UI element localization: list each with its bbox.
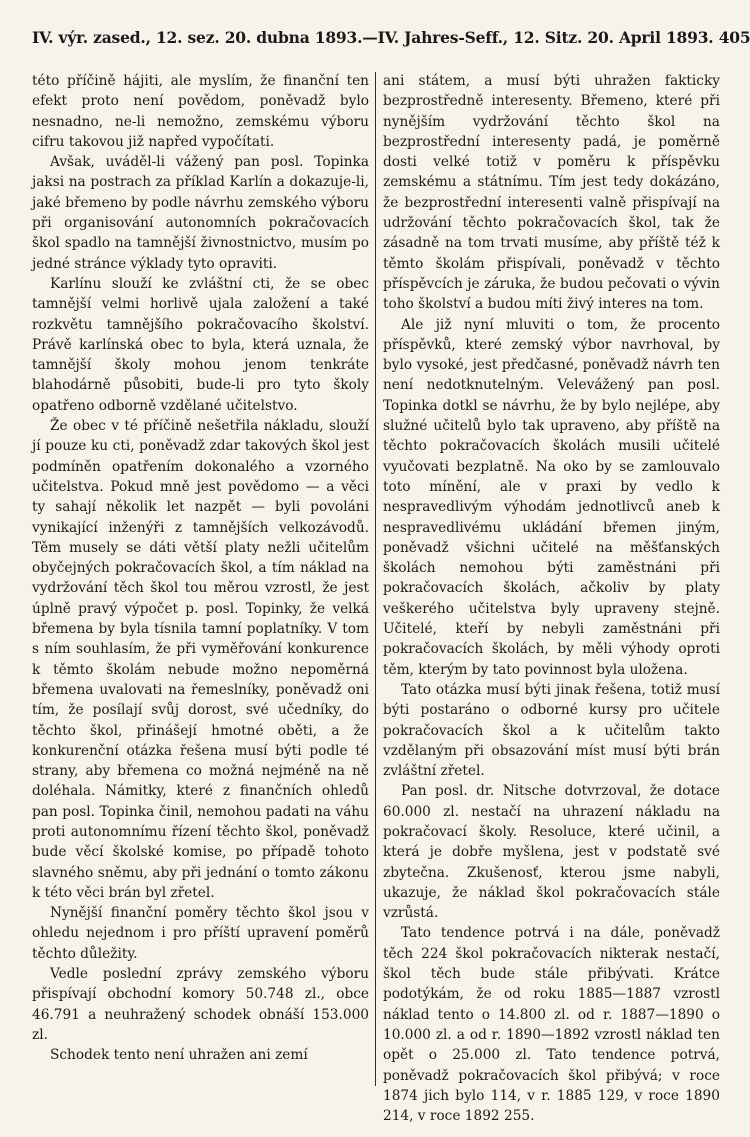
header-dash: — xyxy=(362,28,378,47)
right-column xyxy=(376,71,720,1125)
paragraph: Nynější finanční poměry těchto škol jsou v ohledu nejednom i pro příští upravení poměrů těchto důležity. xyxy=(32,905,369,962)
paragraph: Že obec v té příčině nešetřila nákladu, slouží jí pouze ku cti, poněvadž zdar takových škol jest podmíněn opatřením dokonalého a vzorného učitelstva. Pokud mně jest povědomo — a věci ty sahají několik let nazpět — byli povoláni vynikající inženýři z tamnějších velkozávodů. Těm musely se dáti větší platy nežli učitelům obyčejných pokračovacích škol, a tím náklad na vydržování těch škol tou měrou vzrostl, že jest úplně pravý výpočet p. posl. Topinky, že velká břemena by byla tísnila tamní poplatníky. V tom s ním souhlasím, že při vyměřování konkurence k těmto školám nebude možno nepoměrná břemena uvalovati na řemeslníky, poněvadž oni tím, že posílají svůj dorost, své učedníky, do těchto škol, přinášejí hmotné oběti, a že konkurenční otázka řešena musí býti podle té strany, aby břemena co možná nejméně na ně doléhala. Námitky, které z finančních ohledů pan posl. Topinka činil, nemohou padati na váhu proti autonomnímu řízení těchto škol, poněvadž bude věcí školské komise, po případě tohoto slavného sněmu, aby při jednání o tomto zákonu k této věci brán byl zřetel. xyxy=(32,418,369,901)
page-header xyxy=(32,28,750,47)
paragraph: Ale již nyní mluviti o tom, že procento příspěvků, které zemský výbor navrhoval, by bylo vysoké, jest předčasné, poněvadž návrh ten není nedotknutelným. Velevážený pan posl. Topinka dotkl se návrhu, že by bylo nejlépe, aby služné učitelů bylo tak upraveno, aby příště na těchto pokračovacích školách musili učitelé vyučovati bezplatně. Na oko by se zamlouvalo toto mínění, ale v praxi by vedlo k nespravedlivým výhodám jednotlivců aneb k nespravedlivému ukládání břemen jiným, poněvadž všichni učitelé na měšťanských školách nemohou býti zaměstnáni při pokračovacích školách, ačkoliv by platy veškerého učitelstva byly upraveny stejně. Učitelé, kteří by nebyli zaměstnáni při pokračovacích školách, by měli výhody oproti těm, kterým by tato povinnost byla uložena. xyxy=(382,316,720,678)
paragraph: Karlínu slouží ke zvláštní cti, že se obec tamnější velmi horlivě ujala založení a také rozkvětu tamnějšího pokračovacího školství. Právě karlínská obec to byla, která uznala, že tamnější školy mohou jenom tenkráte blahodárně působiti, bude-li pro tyto školy opatřeno odborně vzdělané učitelstvo. xyxy=(32,275,369,414)
header-left: IV. výr. zased., 12. sez. 20. dubna 1893. xyxy=(32,28,363,47)
paragraph: Tato otázka musí býti jinak řešena, totiž musí býti postaráno o odborné kursy pro učitele pokračovacích škol a k učitelům takto vzdělaným při obsazování míst musí býti brán zvláštní zřetel. xyxy=(382,681,720,780)
paragraph: této příčině hájiti, ale myslím, že finanční ten efekt proto není povědom, poněvadž bylo nesnadno, ne-li nemožno, zemskému výboru cifru takovou již napřed vypočítati. xyxy=(32,73,369,150)
paragraph: ani státem, a musí býti uhražen fakticky bezprostředně interesenty. Břemeno, které při nynějším vydržování těchto škol na bezprostřední interesenty padá, je poměrně dosti velké totiž v poměru k příspěvku zemskému a státnímu. Tím jest tedy dokázáno, že bezprostřední interesenti valně přispívají na udržování těchto pokračovacích škol, tak že zásadně na tom trvati musíme, aby příště též k těmto školám přispívali, poněvadž v těchto příspěvcích je záruka, že budou pečovati o vývin toho školství a budou míti živý interes na tom. xyxy=(382,73,720,313)
paragraph: Avšak, uváděl-li vážený pan posl. Topinka jaksi na postrach za příklad Karlín a dokazuje-li, jaké břemeno by podle návrhu zemského výboru při organisování autonomních pokračovacích škol spadlo na tamnější živnostnictvo, musím po jedné stránce výklady tyto opraviti. xyxy=(32,154,369,272)
paragraph: Pan posl. dr. Nitsche dotvrzoval, že dotace 60.000 zl. nestačí na uhrazení nákladu na pokračovací školy. Resoluce, které učinil, a která je dobře myšlena, jest v podstatě své zbytečna. Zkušenosť, kterou jsme nabyli, ukazuje, že náklad škol pokračovacích stále vzrůstá. xyxy=(382,783,720,922)
text-columns xyxy=(32,71,720,1125)
left-column xyxy=(32,71,375,1091)
paragraph: Vedle poslední zprávy zemského výboru přispívají obchodní komory 50.748 zl., obce 46.791 a neuhražený schodek obnáší 153.000 zl. xyxy=(32,966,369,1043)
header-right-text: IV. Jahres-Seff., 12. Sitz. 20. April 1893. xyxy=(377,28,714,47)
paragraph: Tato tendence potrvá i na dále, poněvadž těch 224 škol pokračovacích nikterak nestačí, škol těch bude stále přibývati. Krátce podotýkám, že od roku 1885—1887 vzrostl náklad tento o 14.800 zl. od r. 1887—1890 o 10.000 zl. a od r. 1890—1892 vzrostl náklad ten opět o 25.000 zl. Tato tendence potrvá, poněvadž pokračovacích škol přibývá; v roce 1874 jich bylo 114, v r. 1885 129, v roce 1890 214, v roce 1892 255. xyxy=(382,925,720,1125)
header-right xyxy=(378,28,750,47)
page-number: 405 xyxy=(718,28,750,47)
paragraph: Schodek tento není uhražen ani zemí xyxy=(50,1047,308,1064)
